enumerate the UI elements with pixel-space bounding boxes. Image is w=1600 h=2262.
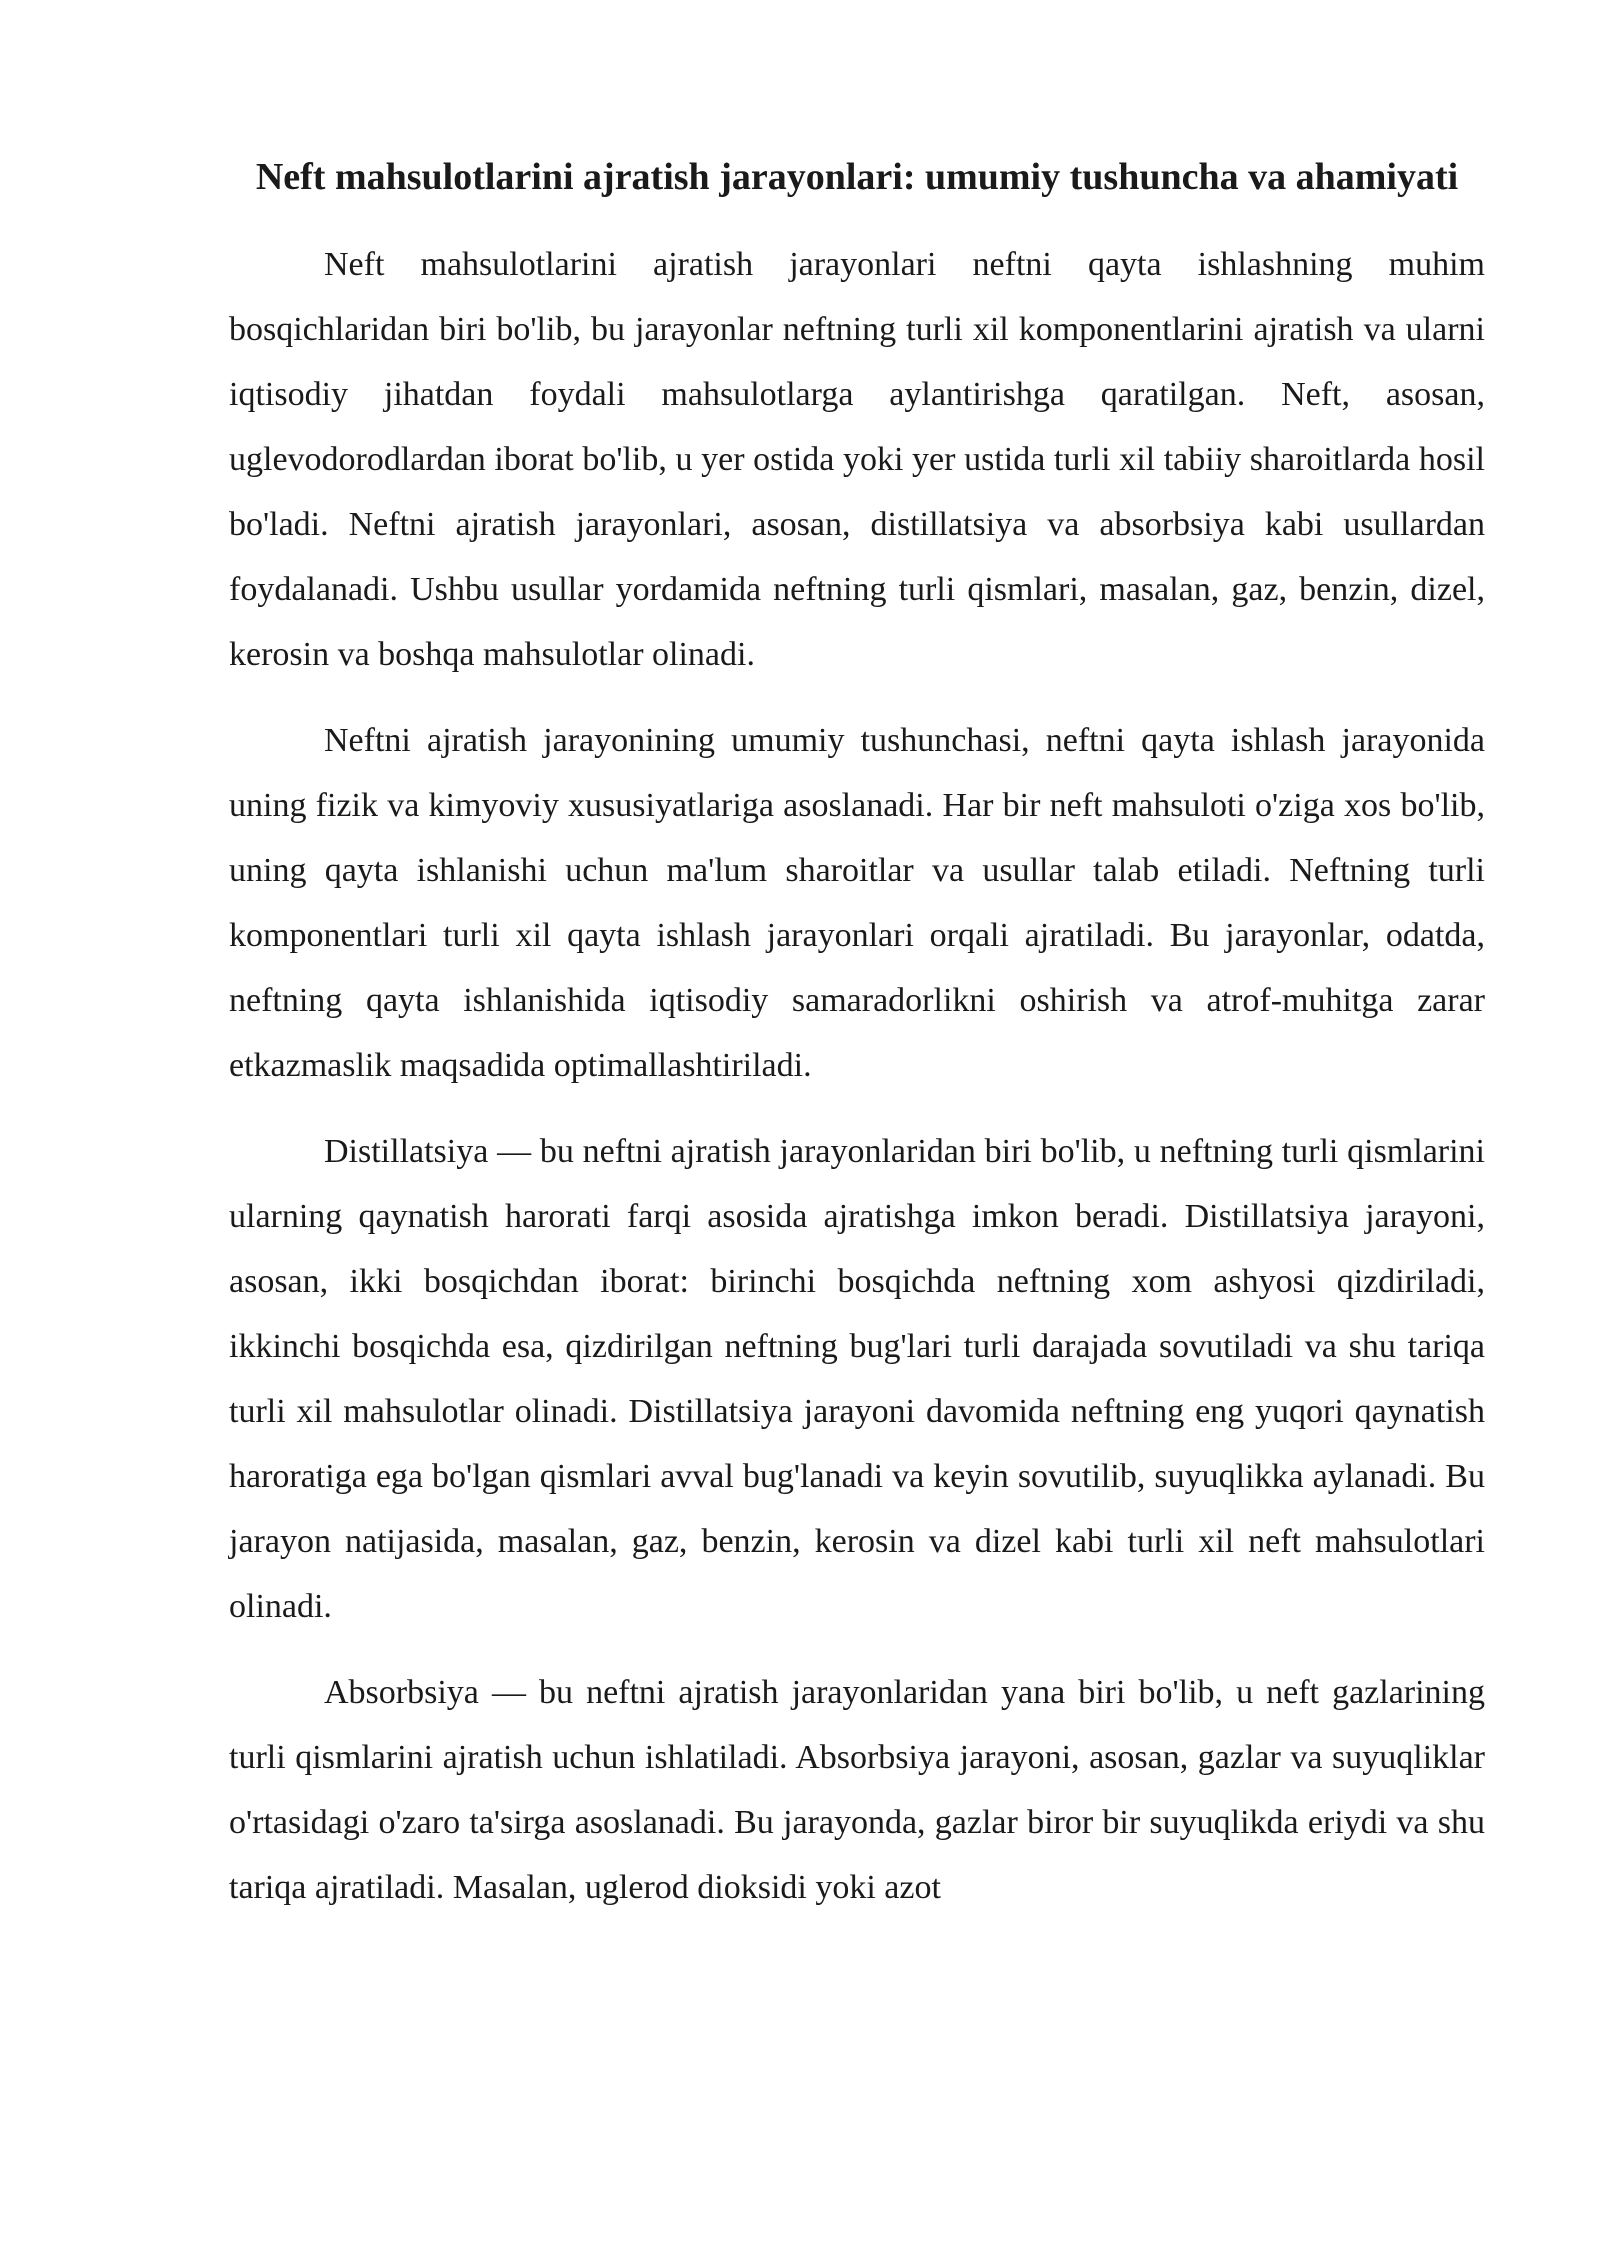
- paragraph-absorption: Absorbsiya — bu neftni ajratish jarayonlaridan yana biri bo'lib, u neft gazlarining turli qismlarini ajratish uchun ishlatiladi. Absorbsiya jarayoni, asosan, gazlar va suyuqliklar o'rtasidagi o'zaro ta'sirga asoslanadi. Bu jarayonda, gazlar biror bir suyuqlikda eriydi va shu tariqa ajratiladi. Masalan, uglerod dioksidi yoki azot: [229, 1674, 1485, 1906]
- document-title: Neft mahsulotlarini ajratish jarayonlari: umumiy tushuncha va ahamiyati: [255, 156, 1459, 198]
- document-page: [229, 140, 1485, 1941]
- paragraph-intro: Neft mahsulotlarini ajratish jarayonlari neftni qayta ishlashning muhim bosqichlaridan biri bo'lib, bu jarayonlar neftning turli xil komponentlarini ajratish va ularni iqtisodiy jihatdan foydali mahsulotlarga aylantirishga qaratilgan. Neft, asosan, uglevodorodlardan iborat bo'lib, u yer ostida yoki yer ustida turli xil tabiiy sharoitlarda hosil bo'ladi. Neftni ajratish jarayonlari, asosan, distillatsiya va absorbsiya kabi usullardan foydalanadi. Ushbu usullar yordamida neftning turli qismlari, masalan, gaz, benzin, dizel, kerosin va boshqa mahsulotlar olinadi.: [229, 246, 1485, 673]
- paragraph-general-concept: Neftni ajratish jarayonining umumiy tushunchasi, neftni qayta ishlash jarayonida uning fizik va kimyoviy xususiyatlariga asoslanadi. Har bir neft mahsuloti o'ziga xos bo'lib, uning qayta ishlanishi uchun ma'lum sharoitlar va usullar talab etiladi. Neftning turli komponentlari turli xil qayta ishlash jarayonlari orqali ajratiladi. Bu jarayonlar, odatda, neftning qayta ishlanishida iqtisodiy samaradorlikni oshirish va atrof-muhitga zarar etkazmaslik maqsadida optimallashtiriladi.: [229, 722, 1485, 1084]
- paragraph-distillation: Distillatsiya — bu neftni ajratish jarayonlaridan biri bo'lib, u neftning turli qismlarini ularning qaynatish harorati farqi asosida ajratishga imkon beradi. Distillatsiya jarayoni, asosan, ikki bosqichdan iborat: birinchi bosqichda neftning xom ashyosi qizdiriladi, ikkinchi bosqichda esa, qizdirilgan neftning bug'lari turli darajada sovutiladi va shu tariqa turli xil mahsulotlar olinadi. Distillatsiya jarayoni davomida neftning eng yuqori qaynatish haroratiga ega bo'lgan qismlari avval bug'lanadi va keyin sovutilib, suyuqlikka aylanadi. Bu jarayon natijasida, masalan, gaz, benzin, kerosin va dizel kabi turli xil neft mahsulotlari olinadi.: [229, 1133, 1485, 1625]
